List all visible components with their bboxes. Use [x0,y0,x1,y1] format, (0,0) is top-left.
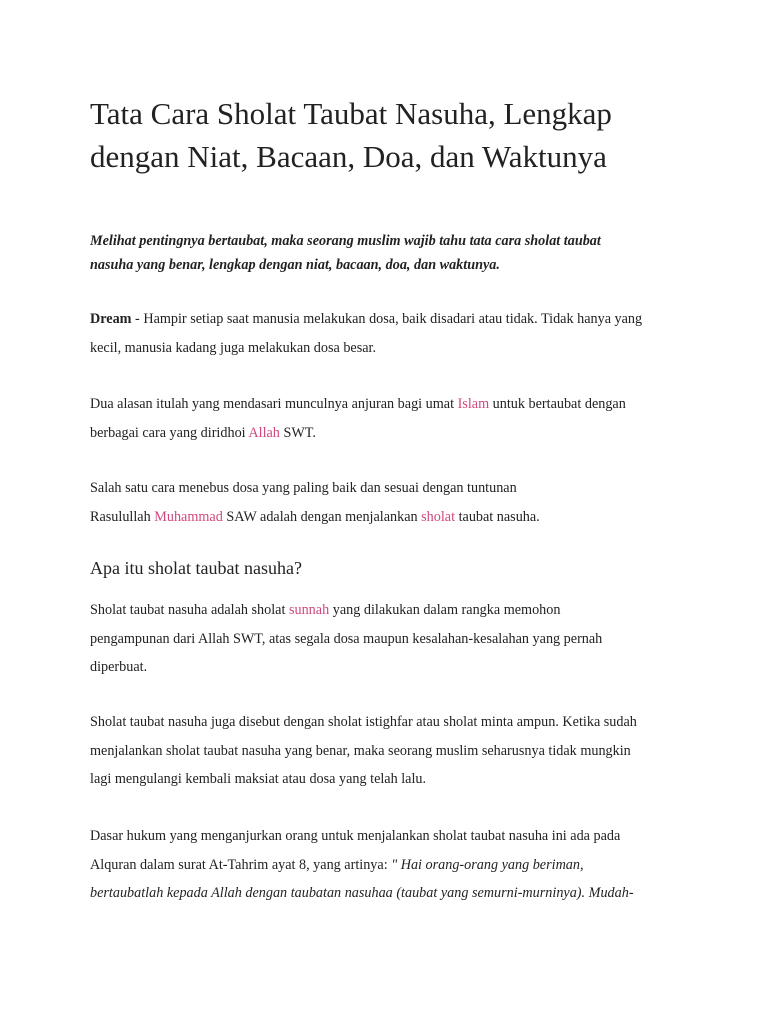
article-lead [90,229,690,277]
lead-line: Melihat pentingnya bertaubat, maka seorang muslim wajib tahu tata cara sholat taubat [90,233,601,249]
paragraph-intro [90,305,690,362]
paragraph-line [90,596,690,625]
paragraph-line [90,305,690,334]
paragraph-line: kecil, manusia kadang juga melakukan dosa besar. [90,339,377,356]
paragraph-line [90,390,690,419]
paragraph-line: lagi mengulangi kembali maksiat atau dosa yang telah lalu. [90,771,427,787]
paragraph-text: SAW adalah dengan menjalankan [222,508,422,525]
paragraph-text: taubat nasuha. [455,508,540,525]
paragraph-text: yang dilakukan dalam rangka memohon [329,602,561,618]
link-sholat[interactable]: sholat [421,508,456,525]
article-title [90,92,690,178]
paragraph-method [90,474,690,531]
paragraph-text: SWT. [279,424,316,441]
paragraph-line: Salah satu cara menebus dosa yang paling baik dan sesuai dengan tuntunan [90,480,517,496]
link-muhammad[interactable]: Muhammad [154,508,223,525]
paragraph-text: Rasulullah [90,508,155,525]
paragraph-line [90,851,690,880]
quote-line: bertaubatlah kepada Allah dengan taubatan nasuhaa (taubat yang semurni-murninya). Mudah- [90,885,634,901]
paragraph-line: diperbuat. [90,659,148,675]
paragraph-istighfar [90,708,690,794]
link-islam[interactable]: Islam [457,396,490,412]
paragraph-line: menjalankan sholat taubat nasuha yang benar, maka seorang muslim seharusnya tidak mungkin [90,742,631,759]
paragraph-line: Dasar hukum yang menganjurkan orang untuk menjalankan sholat taubat nasuha ini ada pada [90,828,621,844]
paragraph-line: Sholat taubat nasuha juga disebut dengan sholat istighfar atau sholat minta ampun. Ketika sudah [90,714,637,730]
paragraph-text: untuk bertaubat dengan [489,396,626,412]
paragraph-legal-basis [90,822,690,908]
paragraph-text: Alquran dalam surat At-Tahrim ayat 8, yang artinya: [90,856,392,873]
title-line: dengan Niat, Bacaan, Doa, dan Waktunya [90,139,607,174]
section-heading: Apa itu sholat taubat nasuha? [90,558,302,578]
paragraph-line [90,419,690,448]
paragraph-text: Dua alasan itulah yang mendasari munculnya anjuran bagi umat [90,396,458,412]
paragraph-line: pengampunan dari Allah SWT, atas segala dosa maupun kesalahan-kesalahan yang pernah [90,630,603,647]
lead-line: nasuha yang benar, lengkap dengan niat, bacaan, doa, dan waktunya. [90,257,500,273]
link-sunnah[interactable]: sunnah [288,602,330,618]
paragraph-line [90,503,690,532]
title-line: Tata Cara Sholat Taubat Nasuha, Lengkap [90,96,612,131]
source-label: Dream [90,311,132,327]
link-allah[interactable]: Allah [248,424,280,441]
paragraph-definition [90,596,690,682]
paragraph-text: - Hampir setiap saat manusia melakukan dosa, baik disadari atau tidak. Tidak hanya yang [131,311,643,327]
paragraph-text: berbagai cara yang diridhoi [90,424,249,441]
quote-text: " Hai orang-orang yang beriman, [391,856,584,873]
paragraph-reasons [90,390,690,447]
paragraph-text: Sholat taubat nasuha adalah sholat [90,602,289,618]
